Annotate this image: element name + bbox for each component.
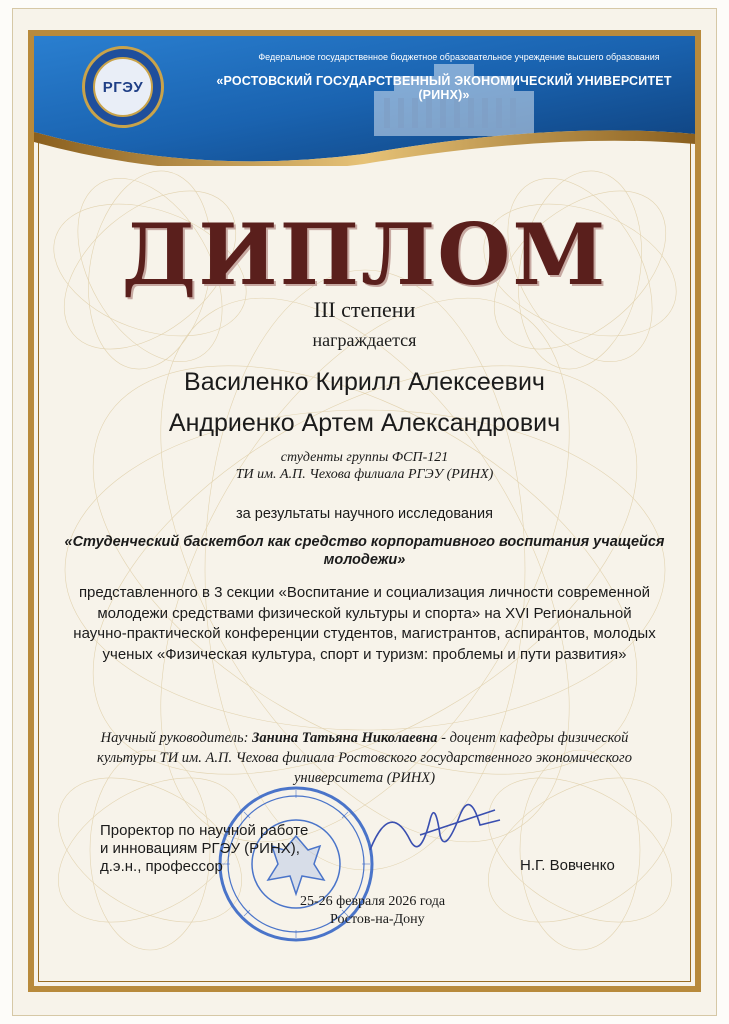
scientific-advisor	[95, 728, 634, 788]
advisor-label: Научный руководитель:	[100, 730, 249, 746]
event-place: Ростов-на-Дону	[330, 912, 425, 927]
signatory-position: Проректор по научной работе	[100, 822, 309, 839]
event-date: 25-26 февраля 2026 года	[300, 894, 446, 909]
university-name: «РОСТОВСКИЙ ГОСУДАРСТВЕННЫЙ ЭКОНОМИЧЕСКИЙ УНИВЕРСИТЕТ (РИНХ)»	[216, 74, 672, 102]
results-label: за результаты научного исследования	[236, 506, 493, 522]
signatory-block	[100, 822, 308, 876]
logo-text: РГЭУ	[102, 78, 144, 96]
awarded-label: награждается	[312, 330, 417, 350]
header-banner	[34, 36, 695, 166]
diploma-title: ДИПЛОМ	[121, 205, 608, 304]
signature	[360, 780, 510, 870]
student-group: студенты группы ФСП-121	[280, 450, 449, 465]
conference-description: представленного в 3 секции «Воспитание и социализация личности современной молодежи средствами физической культуры и спорта» на XVI Региональной научно-практической конференции студентов, магистрантов, аспирантов, молодых ученых «Физическая культура, спорт и туризм: проблемы и пути развития»	[73, 584, 656, 663]
diploma-degree: III степени	[313, 297, 416, 322]
signatory-name: Н.Г. Вовченко	[520, 857, 615, 874]
advisor-name: Занина Татьяна Николаевна	[252, 730, 438, 746]
signatory-position-2: и инновациям РГЭУ (РИНХ),	[100, 840, 300, 857]
signatory-degree: д.э.н., профессор	[100, 858, 223, 875]
institute-name: ТИ им. А.П. Чехова филиала РГЭУ (РИНХ)	[235, 467, 494, 482]
organization-type: Федеральное государственное бюджетное образовательное учреждение высшего образования	[258, 52, 660, 62]
research-topic: «Студенческий баскетбол как средство корпоративного воспитания учащейся молодежи»	[64, 534, 665, 568]
recipient-name-1: Василенко Кирилл Алексеевич	[184, 368, 545, 396]
recipient-name-2: Андриенко Артем Александрович	[168, 409, 561, 437]
advisor-description: - доцент кафедры физической культуры ТИ им. А.П. Чехова филиала Ростовского государственного экономического университета (РИНХ)	[97, 730, 632, 786]
university-logo	[82, 46, 164, 128]
